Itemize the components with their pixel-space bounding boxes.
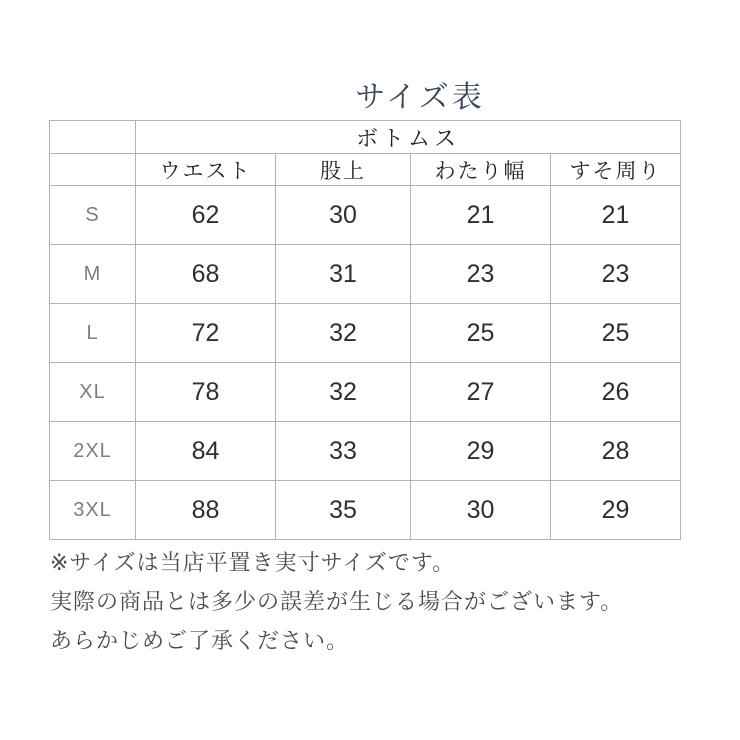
cell-rise: 35 [276,481,411,540]
column-header-thigh-width: わたり幅 [411,154,551,186]
cell-hem: 23 [551,245,681,304]
size-label: L [50,304,136,363]
cell-waist: 88 [136,481,276,540]
size-label: 2XL [50,422,136,481]
size-table [49,120,681,540]
cell-rise: 31 [276,245,411,304]
cell-thigh-width: 23 [411,245,551,304]
note-line-2: 実際の商品とは多少の誤差が生じる場合がございます。 [50,589,624,614]
size-label: S [50,186,136,245]
cell-rise: 30 [276,186,411,245]
table-row-m [50,245,681,304]
table-row-3xl [50,481,681,540]
size-label: XL [50,363,136,422]
cell-hem: 25 [551,304,681,363]
table-group-header-row [50,121,681,154]
cell-waist: 72 [136,304,276,363]
cell-thigh-width: 27 [411,363,551,422]
cell-rise: 32 [276,304,411,363]
cell-thigh-width: 25 [411,304,551,363]
cell-hem: 29 [551,481,681,540]
page-title: サイズ表 [355,81,485,114]
size-notes [50,543,710,660]
cell-hem: 28 [551,422,681,481]
column-header-hem: すそ周り [551,154,681,186]
cell-waist: 84 [136,422,276,481]
table-row-l [50,304,681,363]
cell-waist: 68 [136,245,276,304]
note-line-1: ※サイズは当店平置き実寸サイズです。 [50,550,456,575]
cell-thigh-width: 21 [411,186,551,245]
cell-hem: 21 [551,186,681,245]
cell-waist: 78 [136,363,276,422]
cell-rise: 32 [276,363,411,422]
cell-thigh-width: 30 [411,481,551,540]
cell-thigh-width: 29 [411,422,551,481]
column-header-rise: 股上 [276,154,411,186]
cell-waist: 62 [136,186,276,245]
header-empty-cell [50,154,136,186]
size-label: 3XL [50,481,136,540]
cell-rise: 33 [276,422,411,481]
cell-hem: 26 [551,363,681,422]
note-line-3: あらかじめご了承ください。 [50,628,350,653]
column-header-waist: ウエスト [136,154,276,186]
table-column-header-row [50,154,681,186]
table-row-xl [50,363,681,422]
table-row-2xl [50,422,681,481]
corner-empty-cell [50,121,136,154]
size-label: M [50,245,136,304]
group-header-cell: ボトムス [136,121,681,154]
table-row-s [50,186,681,245]
